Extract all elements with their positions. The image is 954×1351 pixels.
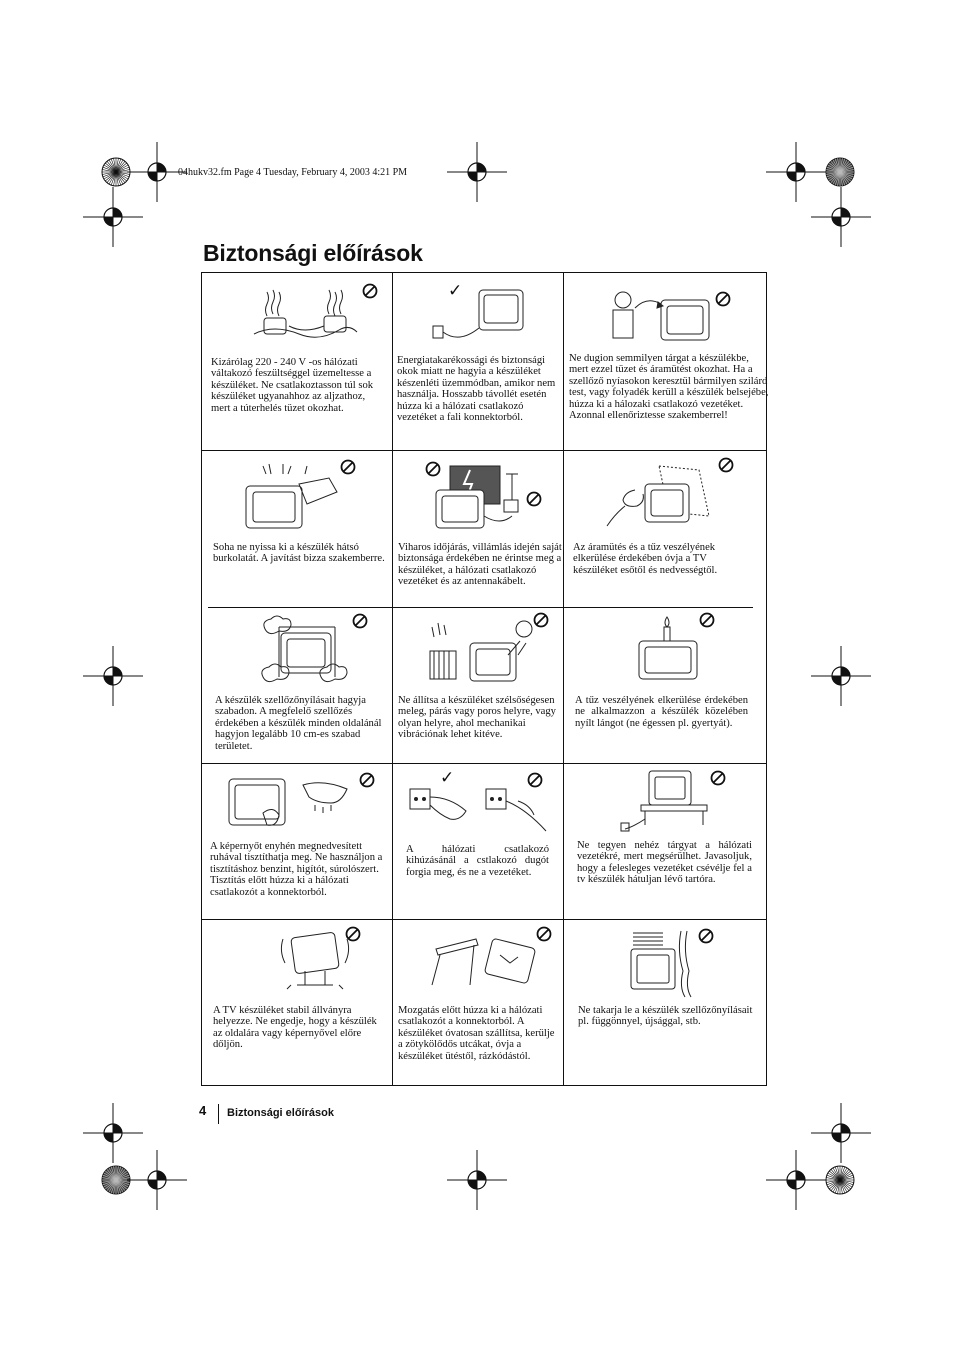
no-sign-icon — [351, 612, 369, 630]
file-header: 04hukv32.fm Page 4 Tuesday, February 4, 2003 4:21 PM — [178, 167, 408, 178]
crosshair-mark — [811, 187, 871, 247]
no-sign-icon — [698, 611, 716, 629]
no-sign-icon — [532, 611, 550, 629]
rain-tv-illustration — [595, 462, 715, 532]
crosshair-mark — [447, 1150, 507, 1210]
candle-tv-illustration — [633, 613, 703, 683]
safety-item-cleaning — [201, 763, 392, 919]
falling-tv-illustration — [430, 929, 542, 991]
safety-text: Ne állítsa a készüléket szélsőségesen meleg, párás vagy poros helyre, vagy olyan helyre, ahol mechanikai vibrációnak lehet kitéve. — [398, 695, 556, 741]
no-sign-icon — [709, 769, 727, 787]
no-sign-icon — [717, 456, 735, 474]
safety-text: Mozgatás előtt húzza ki a hálózati csatlakozót a konnektorból. A készüléket óvatosan szállítsa, kerülje a zötykölődős utcákat, óvja a készüléket ütéstől, rázkódástól. — [398, 1005, 555, 1062]
no-sign-icon — [535, 925, 553, 943]
check-mark-icon: ✓ — [448, 281, 463, 301]
safety-text: A hálózati csatlakozó kihúzásánál a cstlakozó dugót forgia meg, és ne a vezetéket. — [406, 844, 549, 878]
no-sign-icon — [526, 771, 544, 789]
safety-text: Energiatakarékossági és biztonsági okok miatt ne hagyia a készüléket készenléti üzemmódban, amikor nem használja. Hosszabb távollét esetén húzza ki a hálózati csatlakozó vezetéket a fali konnektorból. — [397, 355, 556, 424]
safety-text: Soha ne nyissa ki a készülék hátsó burkolatát. A javítást bizza szakemberre. — [213, 542, 385, 565]
ventilation-tv-illustration — [259, 615, 351, 691]
covered-tv-illustration — [625, 927, 695, 1003]
page-title: Biztonsági előírások — [203, 240, 423, 266]
safety-text: Ne takarja le a készülék szellőzőnyílásait pl. függönnyel, újsággal, stb. — [578, 1005, 753, 1028]
safety-item-location — [392, 607, 563, 763]
safety-text: Kizárólag 220 - 240 V -os hálózati váltakozó feszültséggel üzemeltesse a készüléket. Ne csatlakoztasson túl sok készüléket ugyanahhoz az aljzathoz, mert a túterhelés tüzet okozhat. — [211, 357, 374, 414]
check-mark-icon: ✓ — [440, 768, 455, 788]
safety-text: A tűz veszélyének elkerülése érdekében ne alkalmazzon a készülék közelében nyílt lángot (ne égessen pl. gyertyát). — [575, 695, 748, 729]
safety-item-standby — [392, 272, 563, 450]
safety-item-stand — [201, 919, 392, 1085]
crosshair-mark — [766, 1150, 826, 1210]
crosshair-mark — [127, 1150, 187, 1210]
safety-item-flame — [563, 607, 766, 763]
crosshair-mark — [83, 187, 143, 247]
no-sign-icon — [344, 925, 362, 943]
safety-item-back-cover — [201, 450, 392, 607]
safety-text: A TV készüléket stabil állványra helyezze. Ne engedje, hogy a készülék az oldalára vagy képernyővel előre dőljön. — [213, 1005, 377, 1051]
safety-text: A képernyőt enyhén megnedvesített ruhával tisztíthatja meg. Ne használjon a tisztításhoz benzint, higítót, súrolószert. Tisztítás előtt húzza ki a hálózati csatlakozót a konnektorból. — [210, 841, 383, 898]
multi-plug-illustration — [249, 284, 359, 344]
starburst-mark — [825, 1165, 855, 1195]
no-sign-icon — [697, 927, 715, 945]
safety-item-ventilation — [201, 607, 392, 763]
cable-tv-stand-illustration — [619, 769, 719, 835]
safety-text: Az áramütés és a tűz veszélyének elkerülése érdekében óvja a TV készüléket esőtől és nedvességtől. — [573, 542, 718, 576]
safety-text: Ne dugion semmilyen tárgat a készülékbe, mert ezzel tüzet és áramütést okozhat. Ha a szellőző nyíasokon keresztül bármilyen szilárd test, vagy folyadék kerüll a készülék belsejébe, húzza ki a hálozaki csatlakozó vezetéket. Azonnal ellenőriztesse szakemberrel! — [569, 353, 769, 422]
tilting-tv-illustration — [277, 927, 353, 995]
no-sign-icon — [339, 458, 357, 476]
safety-item-cable — [563, 763, 766, 919]
crosshair-mark — [447, 142, 507, 202]
safety-text: Viharos időjárás, villámlás idején saját biztonsága érdekében ne érintse meg a készüléket, a hálózati csatlakozó vezetéket és az antennakábelt. — [398, 542, 562, 588]
safety-text: Ne tegyen nehéz tárgyat a hálózati vezetékré, mert megsérülhet. Javasoljuk, hogy a felesleges vezetéket csévélje fel a tv készülék hátuljan lévő tartóra. — [577, 840, 752, 886]
safety-item-objects — [563, 272, 769, 450]
safety-item-cover — [563, 919, 766, 1085]
no-sign-icon — [361, 282, 379, 300]
crosshair-mark — [811, 646, 871, 706]
safety-item-rain — [563, 450, 766, 607]
safety-grid — [201, 272, 767, 1086]
open-tv-illustration — [241, 462, 341, 532]
footer-divider — [218, 1104, 219, 1124]
safety-item-unplug — [392, 763, 563, 919]
footer-section-title: Biztonsági előírások — [227, 1107, 334, 1119]
cleaning-tv-illustration — [223, 773, 353, 839]
no-sign-icon — [424, 460, 442, 478]
safety-item-transport — [392, 919, 563, 1085]
tv-plug-illustration — [427, 281, 527, 346]
liquid-into-tv-illustration — [603, 286, 718, 346]
safety-item-storm — [392, 450, 563, 607]
no-sign-icon — [714, 290, 732, 308]
safety-item-voltage — [201, 272, 392, 450]
page-number: 4 — [199, 1103, 207, 1118]
starburst-mark — [825, 157, 855, 187]
safety-text: A készülék szellőzőnyílásait hagyja szabadon. A megfelelő szellőzés érdekében a készülék minden oldalánál hagyjon legalább 10 cm-es szabad területet. — [215, 695, 382, 752]
crosshair-mark — [83, 646, 143, 706]
no-sign-icon — [358, 771, 376, 789]
no-sign-icon — [525, 490, 543, 508]
